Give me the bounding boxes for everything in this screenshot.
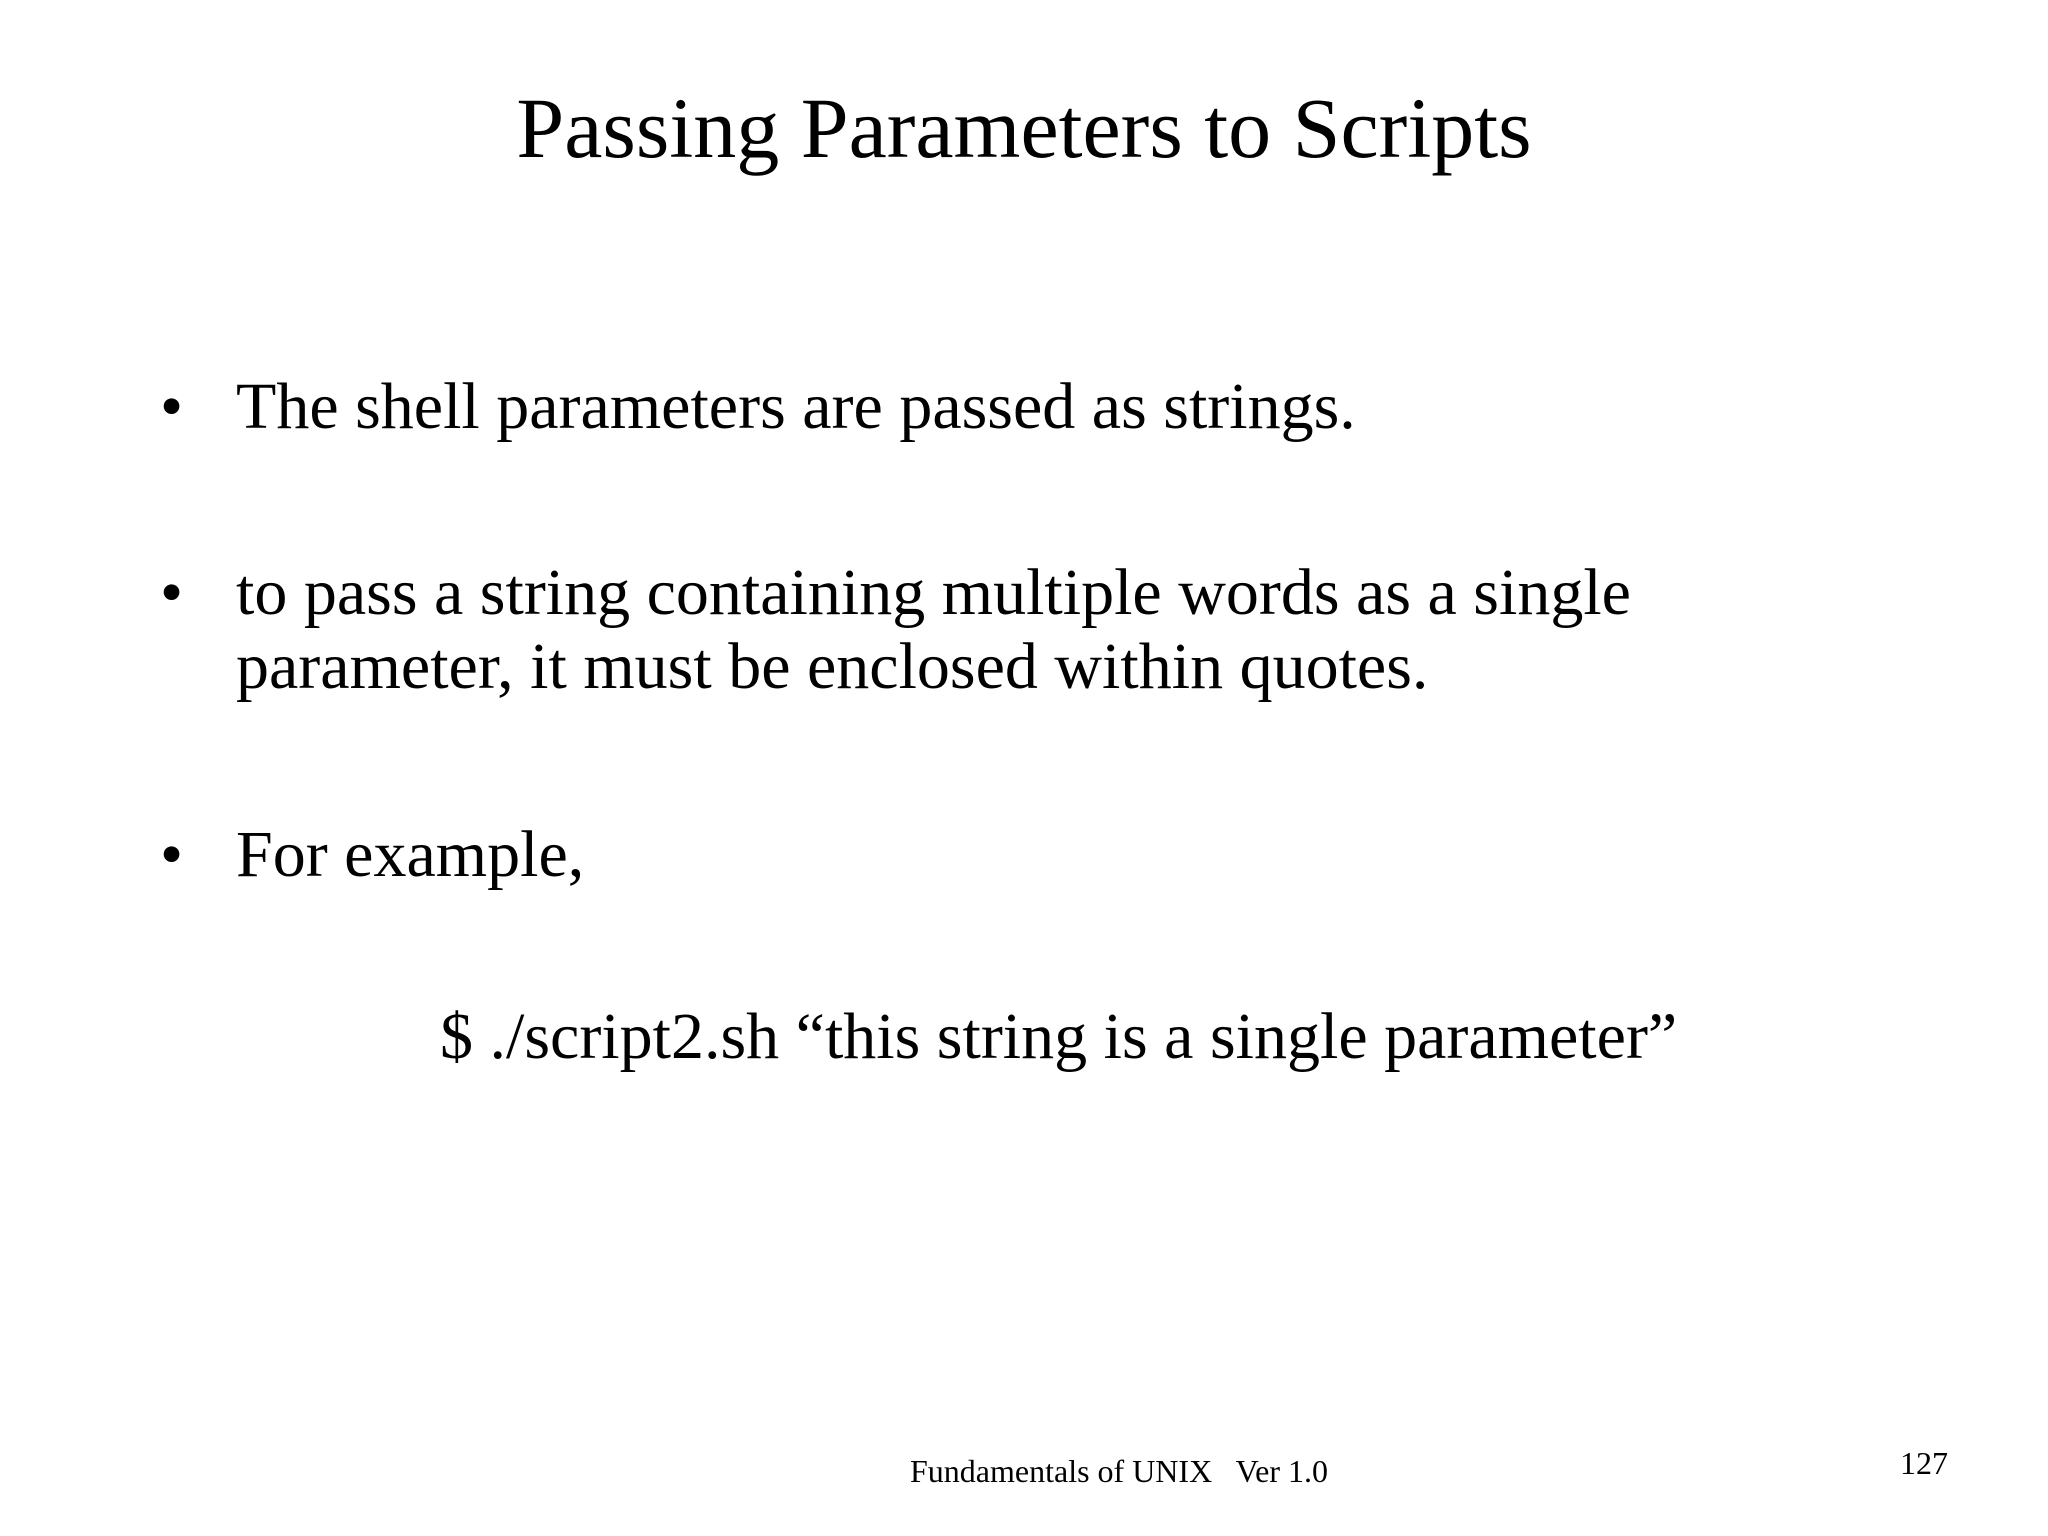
slide-title: Passing Parameters to Scripts xyxy=(516,80,1532,176)
bullet-text: to pass a string containing multiple words as a single parameter, it must be enclosed within quotes. xyxy=(236,556,1631,703)
example-command: $ ./script2.sh “this string is a single parameter” xyxy=(440,1000,1678,1073)
bullet-text: The shell parameters are passed as strings. xyxy=(236,370,1356,443)
bullet-marker: • xyxy=(160,370,184,443)
page-number: 127 xyxy=(1900,1445,1948,1481)
slide-footer: Fundamentals of UNIX Ver 1.0 xyxy=(910,1453,1329,1489)
bullet-text: For example, xyxy=(236,818,585,891)
bullet-marker: • xyxy=(160,818,184,891)
bullet-marker: • xyxy=(160,556,184,629)
